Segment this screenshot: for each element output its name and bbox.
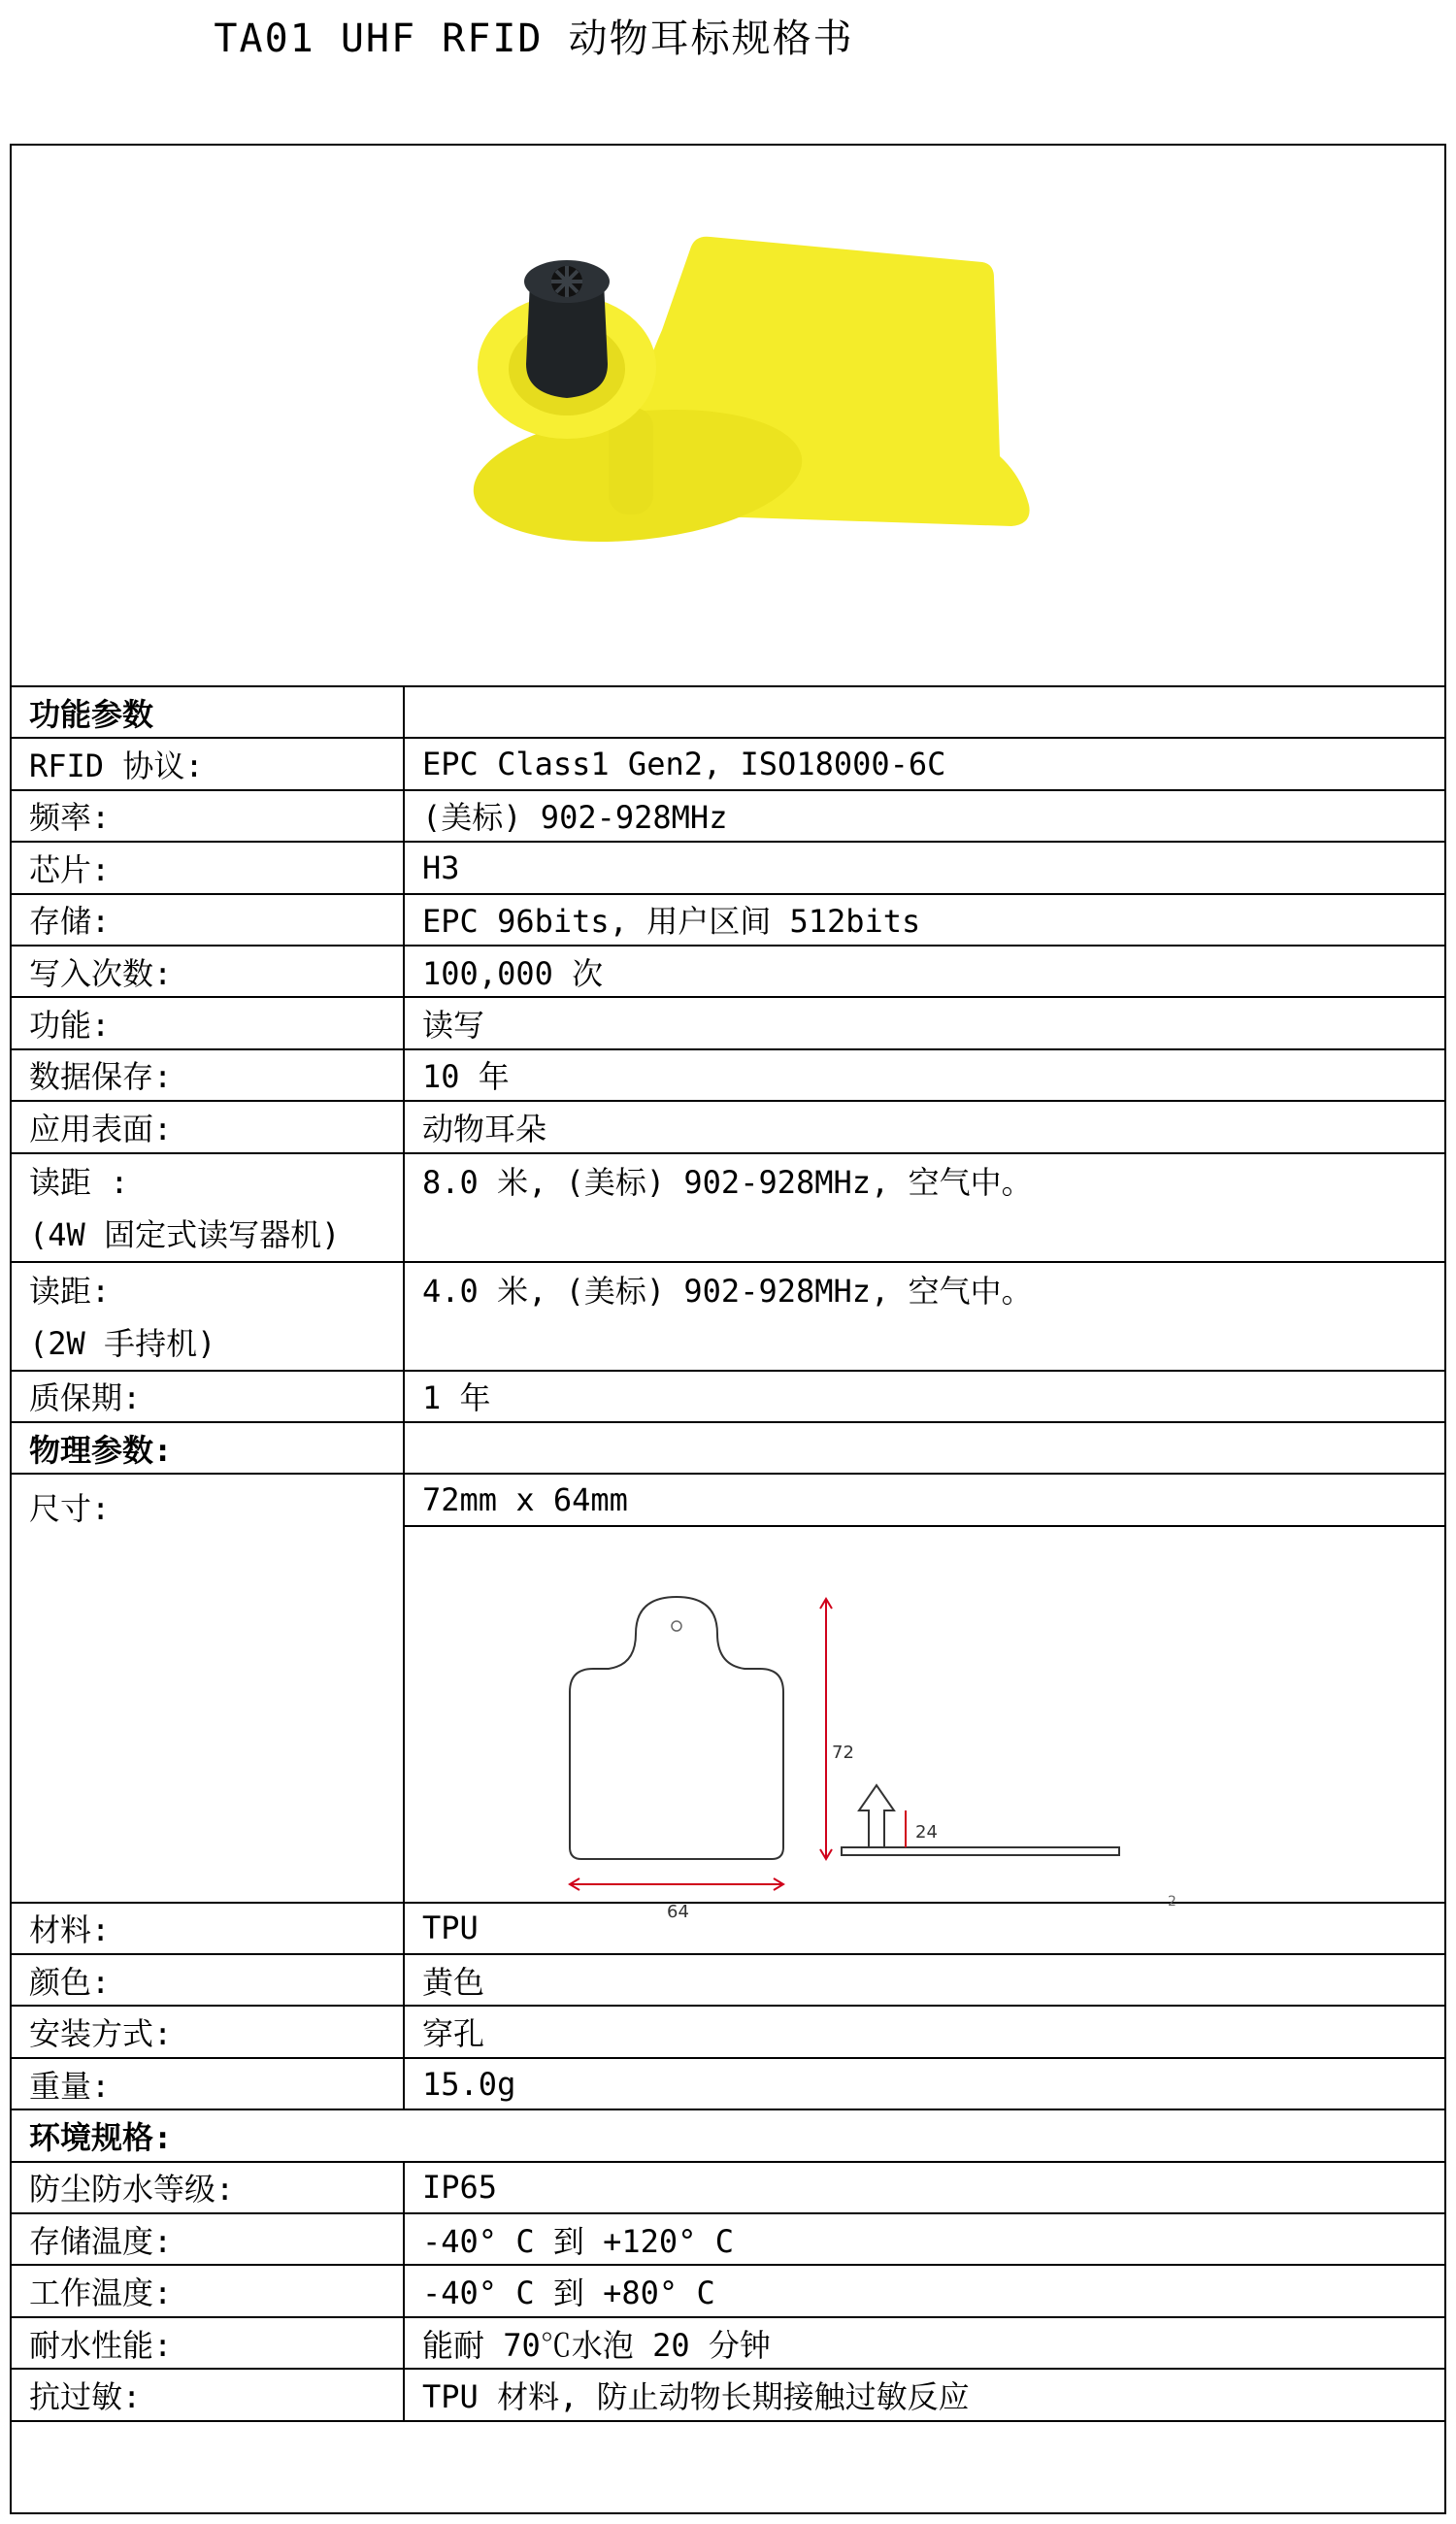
row-label xyxy=(12,1153,404,1262)
table-row xyxy=(12,2162,1444,2213)
tag-hole xyxy=(672,1621,681,1631)
row-value: 72mm x 64mm xyxy=(404,1474,1444,1525)
row-value: TPU 材料, 防止动物长期接触过敏反应 xyxy=(404,2369,1444,2420)
row-value: TPU xyxy=(404,1903,1444,1954)
row-label: 频率: xyxy=(12,790,404,842)
row-label-line: 读距: xyxy=(29,1272,111,1310)
dimension-drawing xyxy=(404,1526,1444,1922)
section-header-physical: 物理参数: xyxy=(12,1422,404,1474)
table-row xyxy=(12,894,1444,946)
row-value: H3 xyxy=(404,842,1444,893)
row-value: 动物耳朵 xyxy=(404,1101,1444,1152)
corner-mark: 2 xyxy=(1168,1893,1176,1910)
row-label: 应用表面: xyxy=(12,1101,404,1152)
document-title: TA01 UHF RFID 动物耳标规格书 xyxy=(214,17,854,61)
row-label: 材料: xyxy=(12,1903,404,1954)
row-label: 防尘防水等级: xyxy=(12,2162,404,2213)
table-row xyxy=(12,2265,1444,2316)
table-row xyxy=(12,1903,1444,1954)
row-label: 存储温度: xyxy=(12,2213,404,2265)
row-label: 数据保存: xyxy=(12,1049,404,1101)
row-value: 穿孔 xyxy=(404,2006,1444,2057)
table-row xyxy=(12,2213,1444,2265)
row-value: -40° C 到 +120° C xyxy=(404,2213,1444,2265)
environment-header-row xyxy=(12,2109,1444,2161)
table-row xyxy=(12,1954,1444,2006)
table-row xyxy=(12,946,1444,997)
row-value: 读写 xyxy=(404,997,1444,1048)
table-row xyxy=(12,1049,1444,1101)
table-row xyxy=(12,2369,1444,2420)
table-row xyxy=(12,1474,1444,1525)
row-label: 尺寸: xyxy=(12,1474,404,1902)
row-value: 15.0g xyxy=(404,2058,1444,2109)
row-value: 10 年 xyxy=(404,1049,1444,1101)
ear-tag-photo-illustration xyxy=(400,223,1079,631)
row-label: 安装方式: xyxy=(12,2006,404,2057)
row-value: 8.0 米, (美标) 902-928MHz, 空气中。 xyxy=(404,1153,1444,1262)
table-row xyxy=(12,842,1444,893)
table-row xyxy=(12,1153,1444,1262)
table-row xyxy=(12,2317,1444,2369)
row-label-line: 读距 : xyxy=(29,1163,129,1201)
row-label: 耐水性能: xyxy=(12,2317,404,2369)
section-header-functional: 功能参数 xyxy=(12,686,404,738)
row-label: RFID 协议: xyxy=(12,738,404,789)
row-value: 能耐 70℃水泡 20 分钟 xyxy=(404,2317,1444,2369)
row-label: 写入次数: xyxy=(12,946,404,997)
table-row xyxy=(12,790,1444,842)
row-label: 存储: xyxy=(12,894,404,946)
table-row xyxy=(12,738,1444,789)
row-label-line: (2W 手持机) xyxy=(29,1324,216,1362)
spec-table xyxy=(12,685,1444,2422)
row-value: IP65 xyxy=(404,2162,1444,2213)
tag-outline xyxy=(570,1597,783,1859)
row-label: 工作温度: xyxy=(12,2265,404,2316)
row-value: 1 年 xyxy=(404,1371,1444,1422)
row-value: (美标) 902-928MHz xyxy=(404,790,1444,842)
row-value: 黄色 xyxy=(404,1954,1444,2006)
row-label: 芯片: xyxy=(12,842,404,893)
stud-label: 24 xyxy=(915,1821,938,1843)
product-photo xyxy=(12,146,1444,687)
table-row xyxy=(12,997,1444,1048)
table-row xyxy=(12,1262,1444,1371)
table-row xyxy=(12,1371,1444,1422)
row-label: 抗过敏: xyxy=(12,2369,404,2420)
side-view-base xyxy=(842,1847,1119,1855)
row-label-line: (4W 固定式读写器机) xyxy=(29,1215,341,1253)
row-value: -40° C 到 +80° C xyxy=(404,2265,1444,2316)
dimension-drawing-svg xyxy=(473,1556,1424,1922)
physical-header-row xyxy=(12,1422,1444,1474)
table-row xyxy=(12,2058,1444,2109)
functional-header-row xyxy=(12,686,1444,738)
row-label xyxy=(12,1262,404,1371)
row-value: EPC Class1 Gen2, ISO18000-6C xyxy=(404,738,1444,789)
row-value: EPC 96bits, 用户区间 512bits xyxy=(404,894,1444,946)
row-label: 重量: xyxy=(12,2058,404,2109)
table-row xyxy=(12,1101,1444,1152)
row-label: 颜色: xyxy=(12,1954,404,2006)
table-row xyxy=(12,2006,1444,2057)
side-view-stud xyxy=(859,1785,894,1847)
row-label: 功能: xyxy=(12,997,404,1048)
spec-sheet xyxy=(10,144,1446,2514)
width-label: 64 xyxy=(667,1901,689,1922)
section-header-environment: 环境规格: xyxy=(12,2109,1444,2161)
row-value: 100,000 次 xyxy=(404,946,1444,997)
height-label: 72 xyxy=(832,1742,854,1763)
row-value: 4.0 米, (美标) 902-928MHz, 空气中。 xyxy=(404,1262,1444,1371)
row-label: 质保期: xyxy=(12,1371,404,1422)
